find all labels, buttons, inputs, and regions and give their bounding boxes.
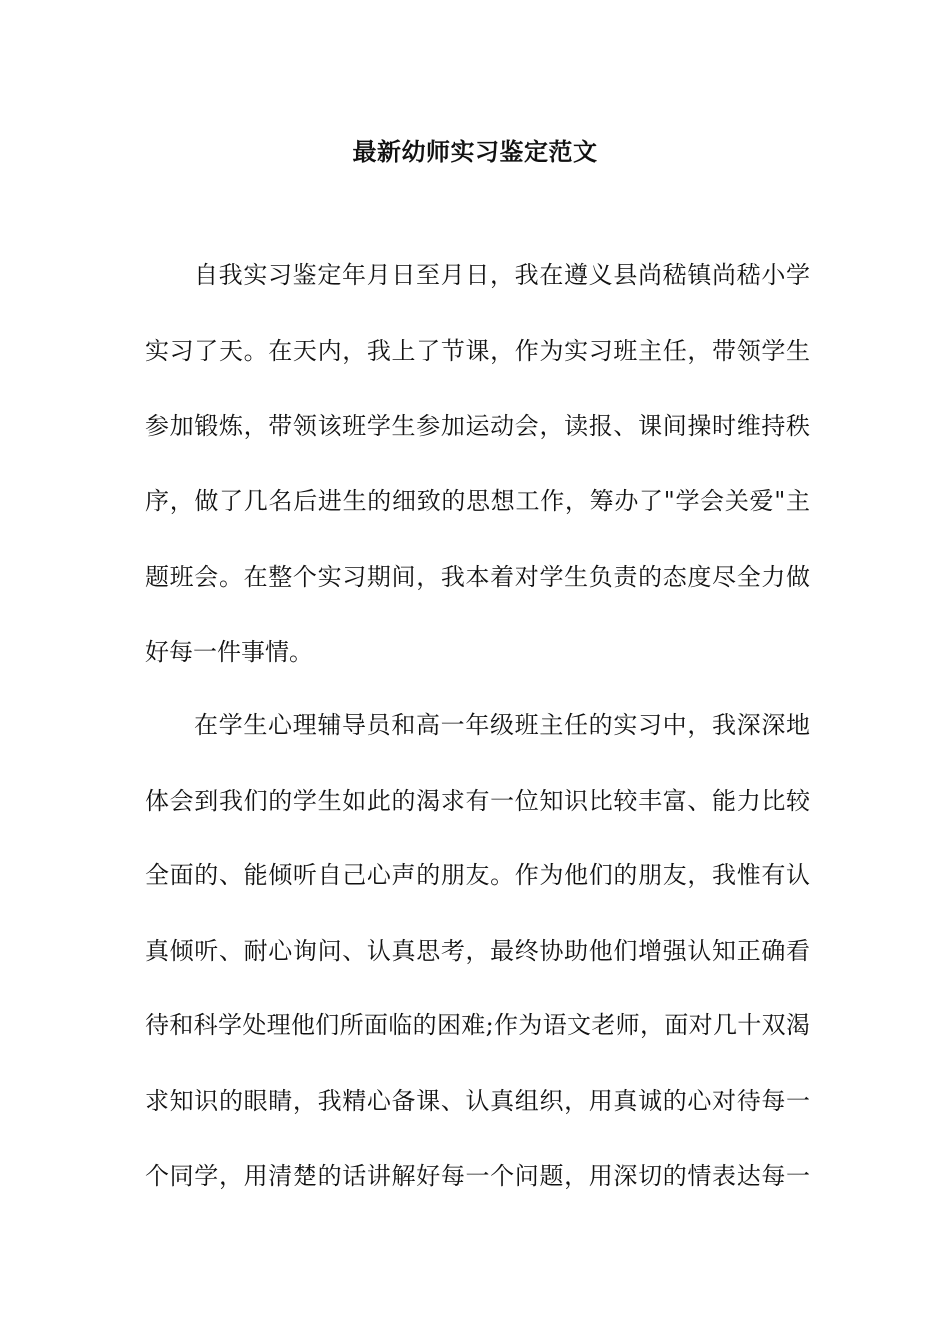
paragraph-line: 待和科学处理他们所面临的困难;作为语文老师，面对几十双渴 [145,1011,810,1039]
paragraph-line: 题班会。在整个实习期间，我本着对学生负责的态度尽全力做 [145,563,810,591]
paragraph-line: 真倾听、耐心询问、认真思考，最终协助他们增强认知正确看 [145,937,810,965]
paragraph-line: 在学生心理辅导员和高一年级班主任的实习中，我深深地 [194,711,810,739]
paragraph-line: 全面的、能倾听自己心声的朋友。作为他们的朋友，我惟有认 [145,861,810,889]
paragraph-line: 个同学，用清楚的话讲解好每一个问题，用深切的情表达每一 [145,1162,810,1190]
paragraph-line: 参加锻炼，带领该班学生参加运动会，读报、课间操时维持秩 [145,412,810,440]
paragraph-line: 序，做了几名后进生的细致的思想工作，筹办了"学会关爱"主 [145,487,810,515]
paragraph-line: 实习了天。在天内，我上了节课，作为实习班主任，带领学生 [145,337,810,365]
paragraph-line: 好每一件事情。 [145,638,313,666]
paragraph-line: 求知识的眼睛，我精心备课、认真组织，用真诚的心对待每一 [145,1087,810,1115]
document-title: 最新幼师实习鉴定范文 [352,137,598,166]
paragraph-line: 体会到我们的学生如此的渴求有一位知识比较丰富、能力比较 [145,787,810,815]
paragraph-line: 自我实习鉴定年月日至月日，我在遵义县尚嵇镇尚嵇小学 [194,261,810,289]
